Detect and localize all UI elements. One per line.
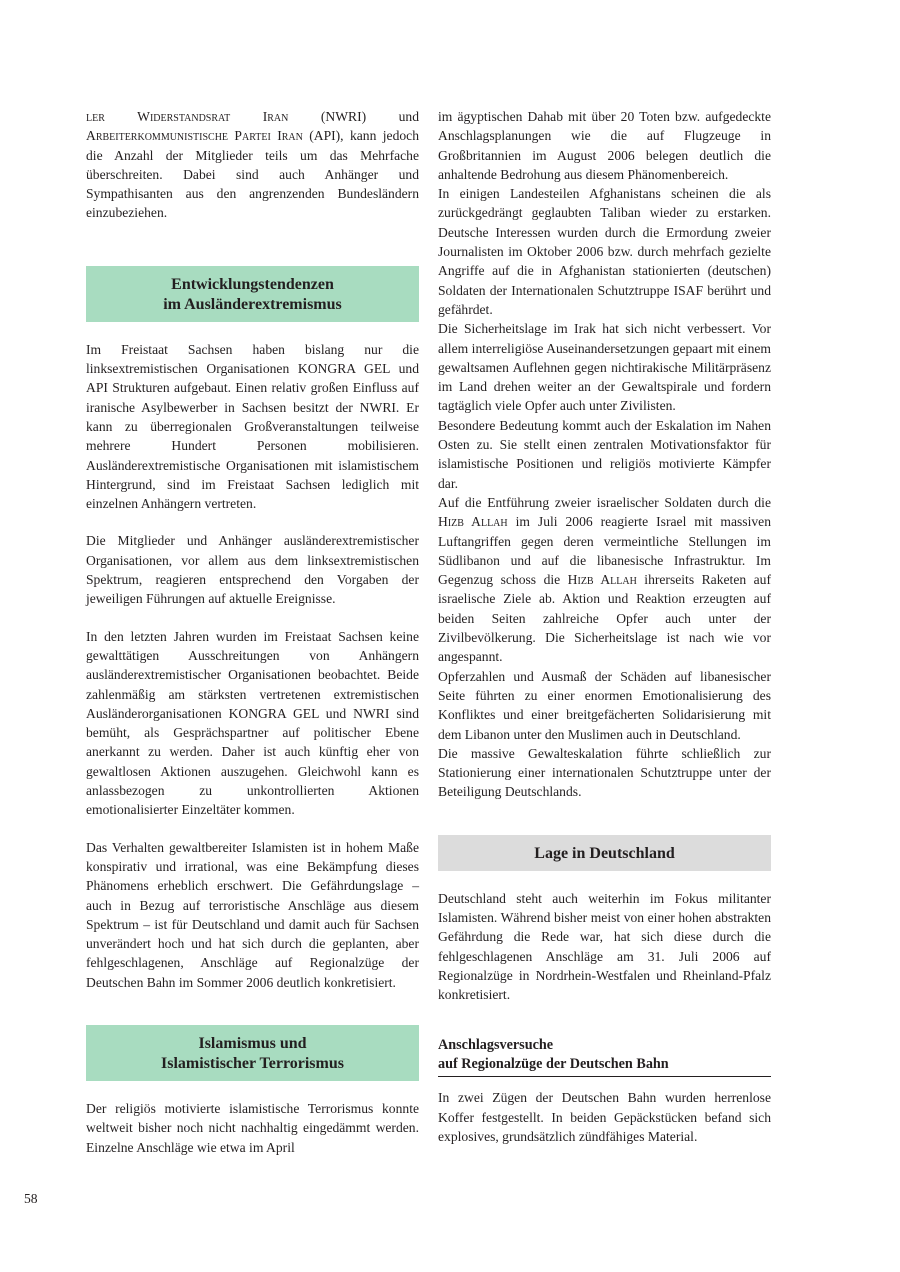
section-heading-islamismus: Islamismus und Islamistischer Terrorismus — [86, 1025, 419, 1081]
paragraph: In den letzten Jahren wurden im Freistaat Sachsen keine gewalttätigen Ausschreitungen von Anhängern ausländerextremistischer Organisationen beobachtet. Beide zahlenmäßig am stärksten vertretenen extremistischen Ausländerorganisationen KONGRA GEL und NWRI sind bemüht, als Gesprächspartner auf politischer Ebene anerkannt zu werden. Daher ist auch künftig eher von gewaltlosen Aktionen auszugehen. Gleichwohl kann es anlassbezogen zu unkontrollierten Aktionen emotionalisierter Einzeltäter kommen. — [86, 628, 419, 818]
section-heading-entwicklungstendenzen: Entwicklungstendenzen im Ausländerextremismus — [86, 266, 419, 322]
paragraph: Im Freistaat Sachsen haben bislang nur die linksextremistischen Organisationen KONGRA GEL und API Strukturen aufgebaut. Einen relativ großen Einfluss auf iranische Asylbewerber in Sachsen besitzt der NWRI. Er kann zu überregionalen Großveranstaltungen teilweise mehrere Hundert Personen mobilisieren. Ausländerextremistische Organisationen mit islamistischem Hintergrund, sind im Freistaat Sachsen lediglich mit einzelnen Anhängern vertreten. — [86, 341, 419, 512]
paragraph: Die Sicherheitslage im Irak hat sich nicht verbessert. Vor allem interreligiöse Auseinandersetzungen gepaart mit einem gewaltsamen Auflehnen gegen nichtirakische Militärpräsenz im Land drehen weiter an der Gewaltspirale und fordern tagtäglich viele Opfer auch unter Zivilisten. — [438, 321, 771, 414]
paragraph: In zwei Zügen der Deutschen Bahn wurden herrenlose Koffer festgestellt. In beiden Gepäckstücken befand sich explosives, grundsätzlich zündfähiges Material. — [438, 1090, 771, 1145]
right-column — [438, 107, 771, 1146]
org-name-api: Arbeiterkommunistische Partei Iran — [86, 128, 303, 144]
sub-heading-anschlagsversuche: Anschlagsversuche auf Regionalzüge der Deutschen Bahn — [438, 1036, 771, 1077]
paragraph: Auf die Entführung zweier israelischer Soldaten durch die Hizb Allah im Juli 2006 reagierte Israel mit massiven Luftangriffen gegen deren vermeintliche Stellungen im Südlibanon und auf die libanesische Infrastruktur. Im Gegenzug schoss die Hizb Allah ihrerseits Raketen auf israelische Ziele ab. Aktion und Reaktion erzeugten auf beiden Seiten zahlreiche Opfer auch unter der Zivilbevölkerung. Die Sicherheitslage ist nach wie vor angespannt. — [438, 494, 771, 665]
paragraph: Opferzahlen und Ausmaß der Schäden auf libanesischer Seite führten zu einer enormen Emotionalisierung des Konfliktes und einer breitgefächerten Solidarisierung mit dem Libanon unter den Muslimen auch in Deutschland. — [438, 668, 771, 742]
paragraph: Das Verhalten gewaltbereiter Islamisten ist in hohem Maße konspirativ und irrational, was eine Bekämpfung dieses Phänomens erheblich erschwert. Die Gefährdungslage – auch in Bezug auf terroristische Anschläge aus diesem Spektrum – ist für Deutschland und damit auch für Sachsen unverändert hoch und hat sich durch die geplanten, aber fehlgeschlagenen, Anschläge auf Regionalzüge der Deutschen Bahn im Sommer 2006 deutlich konkretisiert. — [86, 839, 419, 990]
paragraph: Die massive Gewalteskalation führte schließlich zur Stationierung einer internationalen Schutztruppe unter der Beteiligung Deutschlands. — [438, 745, 771, 800]
paragraph: Der religiös motivierte islamistische Terrorismus konnte weltweit bisher noch nicht nachhaltig eingedämmt werden. Einzelne Anschläge wie etwa im April — [86, 1100, 419, 1155]
org-name-hizb-allah: Hizb Allah — [438, 514, 508, 530]
org-name-hizb-allah: Hizb Allah — [567, 572, 637, 588]
paragraph: Die Mitglieder und Anhänger ausländerextremistischer Organisationen, vor allem aus dem linksextremistischen Spektrum, reagieren entsprechend den Vorgaben der jeweiligen Führungen auf aktuelle Ereignisse. — [86, 533, 419, 607]
section-heading-lage-in-deutschland: Lage in Deutschland — [438, 835, 771, 871]
paragraph: In einigen Landesteilen Afghanistans scheinen die als zurückgedrängt geglaubten Taliban wieder zu erstarken. Deutsche Interessen wurden durch die Ermordung zweier Journalisten im Oktober 2006 bzw. durch mehrfach gezielte Angriffe auf die in Afghanistan stationierten (deutschen) Soldaten der Internationalen Schutztruppe ISAF berührt und gefährdet. — [438, 186, 771, 317]
intro-paragraph: ler Widerstandsrat Iran (NWRI) und Arbeiterkommunistische Partei Iran (API), kann jedoch die Anzahl der Mitglieder teils um das Mehrfache überschreiten. Dabei sind auch Anhänger und Sympathisanten aus den angrenzenden Bundesländern einzubeziehen. — [86, 109, 419, 221]
paragraph: Deutschland steht auch weiterhin im Fokus militanter Islamisten. Während bisher meist von einer hohen abstrakten Gefährdung die Rede war, hat sich diese durch die fehlgeschlagenen Anschläge am 31. Juli 2006 auf Regionalzüge in Nordrhein-Westfalen und Rheinland-Pfalz konkretisiert. — [438, 890, 771, 1003]
paragraph: Besondere Bedeutung kommt auch der Eskalation im Nahen Osten zu. Sie stellt einen zentralen Motivationsfaktor für islamistische Positionen und religiös motivierte Kämpfer dar. — [438, 417, 771, 491]
org-name-nwri: ler Widerstandsrat Iran — [86, 109, 289, 124]
paragraph: im ägyptischen Dahab mit über 20 Toten bzw. aufgedeckte Anschlagsplanungen wie die auf Flugzeuge in Großbritannien im August 2006 belegen deutlich die anhaltende Bedrohung aus diesem Phänomenbereich. — [438, 109, 771, 182]
page-number: 58 — [24, 1191, 38, 1206]
left-column — [86, 107, 419, 1157]
